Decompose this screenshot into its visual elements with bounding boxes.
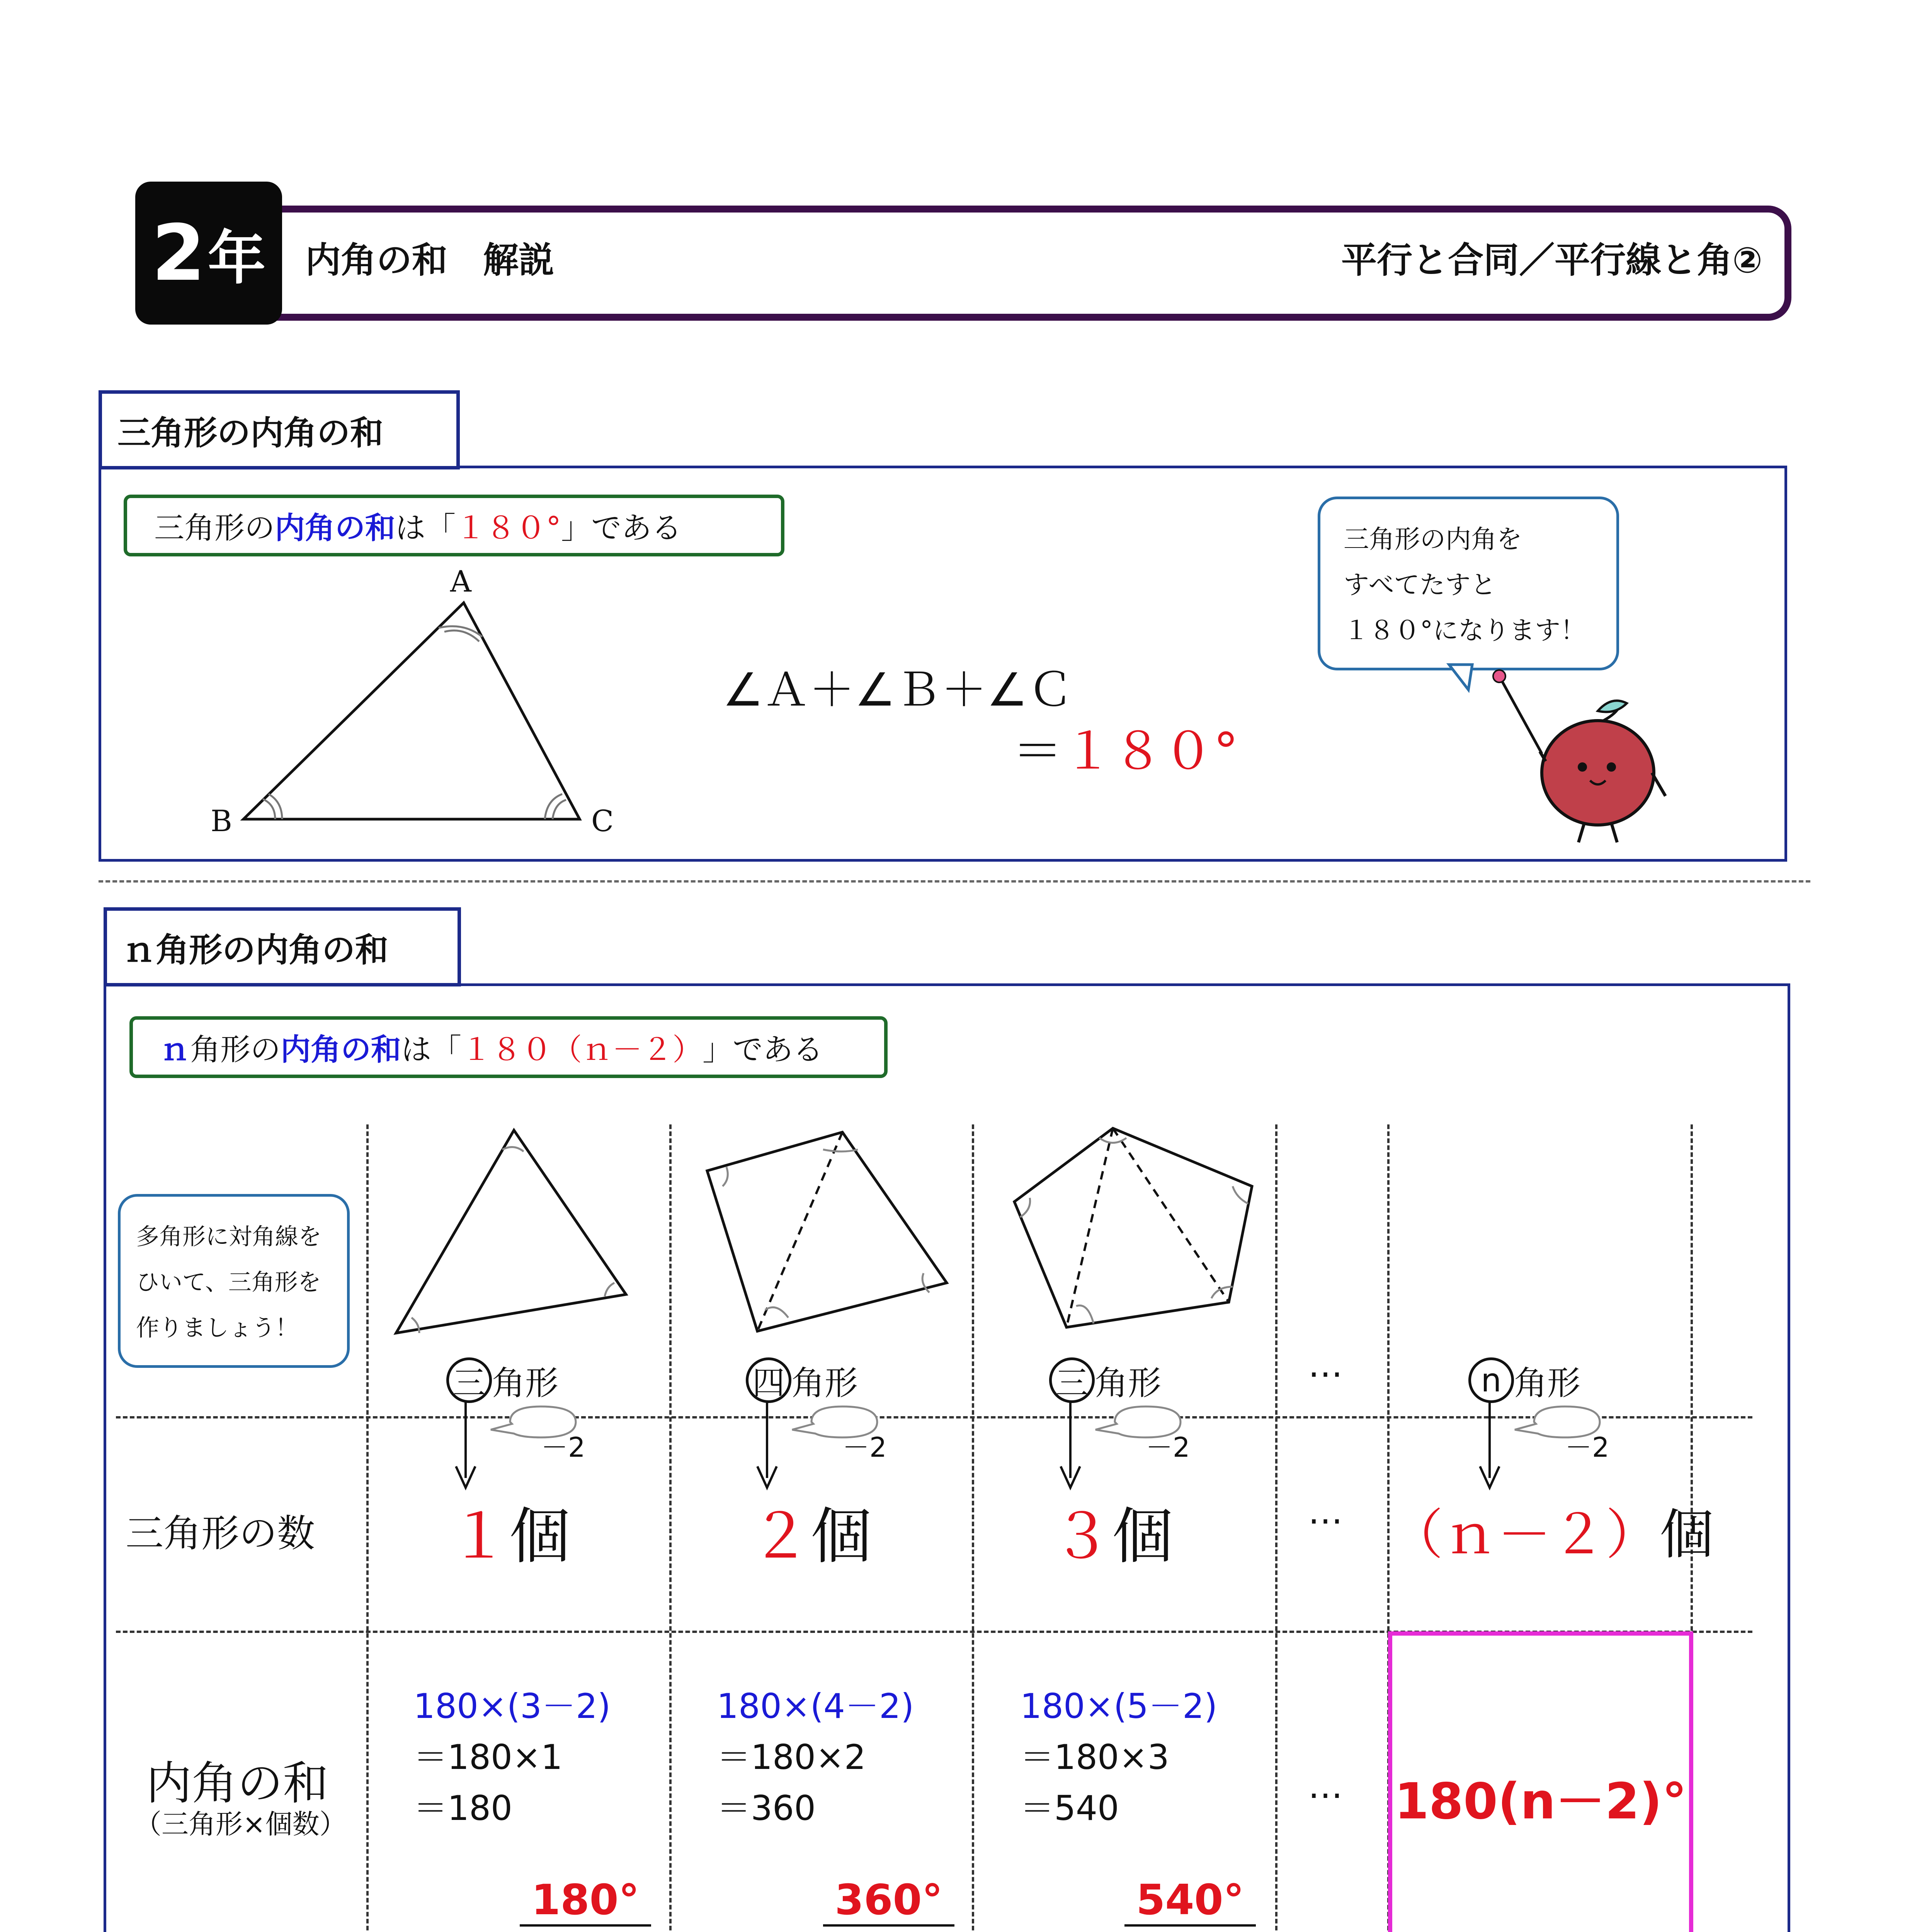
rule-mid: は「 [401, 1032, 462, 1067]
bubble-line3: １８０°になります！ [1344, 616, 1586, 645]
apple-mascot-pointer [1383, 657, 1677, 858]
calc-line2: ＝180×3 [1020, 1737, 1169, 1777]
triangle-count-value: ２ [750, 1501, 811, 1572]
calc-line2: ＝180×1 [413, 1737, 563, 1777]
angle-sum-calc-quadrilateral [717, 1681, 914, 1834]
ellipsis: … [1308, 1766, 1343, 1806]
calc-line2: ＝180×2 [717, 1737, 866, 1777]
rule-value: １８０（ｎ－２） [461, 1032, 703, 1067]
section1-title: 三角形の内角の和 [99, 390, 460, 469]
vertex-label-c: C [591, 804, 614, 838]
count-unit: 個 [509, 1501, 570, 1572]
bubble-line3: 作りましょう！ [136, 1315, 298, 1342]
rule-mid: は「 [395, 511, 456, 546]
triangle-count-value: ３ [1051, 1501, 1112, 1572]
quadrilateral-figure [696, 1121, 966, 1341]
vertex-label-b: B [211, 804, 232, 838]
angle-mark-c2 [553, 800, 566, 819]
shape-suffix: 角形 [492, 1364, 558, 1403]
shape-label-n-gon [1468, 1356, 1580, 1404]
shape-label-triangle [446, 1356, 558, 1404]
rule-n: ｎ [160, 1032, 191, 1067]
shape-label-pentagon [1049, 1356, 1161, 1404]
shape-suffix: 角形 [1514, 1364, 1580, 1403]
calc-line3: ＝540 [1020, 1788, 1119, 1828]
row-label-angle-sum: 内角の和 [146, 1757, 329, 1810]
shape-suffix: 角形 [791, 1364, 858, 1403]
minus-two-label: －2 [541, 1432, 585, 1463]
triangle-figure [383, 1121, 653, 1341]
angle-sum-equation: ∠Ａ＋∠Ｂ＋∠Ｃ [723, 663, 1073, 716]
calc-line3: ＝180 [413, 1788, 512, 1828]
grid-col-line [366, 1124, 369, 1932]
bubble-line2: ひいて、三角形を [136, 1269, 321, 1296]
equals-sign: ＝ [1012, 722, 1063, 781]
circled-number: 四 [746, 1357, 791, 1403]
angle-sum-value: １８０° [1063, 722, 1239, 781]
triangle-abc [243, 603, 580, 819]
section2-speech-bubble [118, 1194, 350, 1368]
rule-suffix: 」である [703, 1032, 823, 1067]
angle-mark-b2 [263, 799, 275, 819]
calc-line1: 180×(3－2) [413, 1686, 611, 1726]
rule-prefix: 三角形の [154, 511, 275, 546]
row-label-angle-sum-note: （三角形×個数） [134, 1808, 347, 1840]
page-title: 内角の和 解説 [305, 240, 555, 281]
pointer-stick-icon [1499, 676, 1542, 753]
rule-key: 内角の和 [281, 1032, 401, 1067]
calc-line3: ＝360 [717, 1788, 816, 1828]
angle-sum-answer: 360° [823, 1876, 954, 1927]
triangle-abc-figure [185, 568, 649, 850]
angle-sum-calc-pentagon [1020, 1681, 1217, 1834]
triangle-count-cell [448, 1488, 570, 1575]
angle-sum-answer: 540° [1124, 1876, 1256, 1927]
section2-rule [129, 1016, 888, 1078]
grid-col-line [669, 1124, 672, 1932]
n-gon-angle-sum: 180(n－2)° [1394, 1773, 1687, 1830]
minus-two-label: －2 [1146, 1432, 1190, 1463]
triangle-count-cell [750, 1488, 872, 1575]
section1-speech-bubble [1318, 497, 1619, 670]
grade-number: 2 [151, 208, 206, 298]
rule-prefix: 角形の [190, 1032, 281, 1067]
section1-rule [124, 495, 784, 556]
circled-number: n [1468, 1357, 1514, 1403]
triangle-count-value: （ｎ－２） [1389, 1503, 1660, 1566]
count-unit: 個 [811, 1501, 872, 1572]
triangle-count-cell [1389, 1492, 1714, 1569]
rule-key: 内角の和 [275, 511, 396, 546]
highlight-answer-box [1388, 1631, 1693, 1932]
grid-col-line [1275, 1124, 1277, 1932]
rule-suffix: 」である [561, 511, 682, 546]
section2-title: ｎ角形の内角の和 [104, 907, 461, 986]
row-label-triangle-count: 三角形の数 [126, 1512, 315, 1556]
section-divider [99, 880, 1810, 883]
triangle-count-cell [1051, 1488, 1173, 1575]
shape-label-quadrilateral [746, 1356, 858, 1404]
angle-sum-calc-triangle [413, 1681, 611, 1834]
count-unit: 個 [1112, 1501, 1173, 1572]
angle-sum-result [1012, 711, 1238, 783]
bubble-line1: 多角形に対角線を [136, 1223, 321, 1250]
triangle-count-value: １ [448, 1501, 509, 1572]
angle-sum-answer: 180° [520, 1876, 651, 1927]
minus-two-label: －2 [842, 1432, 887, 1463]
ellipsis: … [1308, 1492, 1343, 1532]
minus-two-label: －2 [1565, 1432, 1609, 1463]
vertex-label-a: A [450, 564, 471, 599]
calc-line1: 180×(5－2) [1020, 1686, 1218, 1726]
unit-title: 平行と合同／平行線と角② [1341, 240, 1762, 281]
grade-badge [135, 182, 282, 325]
ellipsis: … [1308, 1345, 1343, 1385]
bubble-line2: すべてたすと [1344, 570, 1496, 600]
circled-number: 三 [1049, 1357, 1095, 1403]
grade-kanji: 年 [208, 225, 266, 292]
circled-number: 三 [446, 1357, 492, 1403]
rule-value: １８０° [456, 511, 561, 546]
bubble-line1: 三角形の内角を [1344, 524, 1522, 554]
grid-col-line [972, 1124, 974, 1932]
calc-line1: 180×(4－2) [717, 1686, 914, 1726]
shape-suffix: 角形 [1095, 1364, 1161, 1403]
count-unit: 個 [1660, 1503, 1714, 1566]
pentagon-figure [1001, 1121, 1271, 1341]
